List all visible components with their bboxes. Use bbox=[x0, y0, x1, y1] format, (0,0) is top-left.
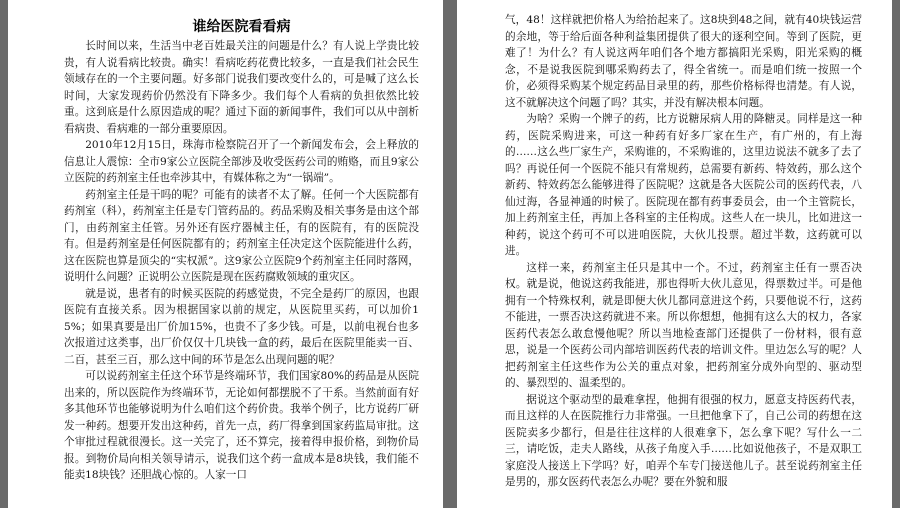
paragraph: 这样一来，药剂室主任只是其中一个。不过，药剂室主任有一票否决权。就是说，他说这药我能进，那也得听大伙儿意见，得票数过半。可是他拥有一个特殊权利，就是即便大伙儿都同意进这个药，只要他说不行，这药不能进，一票否决这药就进不来。所以你想想，他拥有这么大的权力，各家医药代表怎么敢怠慢他呢？所以当地检查部门还提供了一份材料，很有意思，说是一个医药公司内部培训医药代表的培训文件。里边怎么写的呢？人把药剂室主任这些作为公关的重点对象，把药剂室分成外向型的、驱动型的、暴烈型的、温柔型的。 bbox=[505, 261, 862, 389]
document-page-left[interactable] bbox=[8, 0, 443, 508]
paragraph: 2010年12月15日，珠海市检察院召开了一个新闻发布会，会上释放的信息让人震惊：全市9家公立医院全部涉及收受医药公司的贿赂，而且9家公立医院的药剂室主任也牵涉其中，有媒体称之为“一锅端”。 bbox=[64, 139, 419, 184]
left-page-content bbox=[64, 38, 419, 484]
document-title: 谁给医院看看病 bbox=[192, 19, 291, 35]
paragraph: 可以说药剂室主任这个环节是终端环节，我们国家80%的药品是从医院出来的，所以医院作为终端环节，无论如何都摆脱不了干系。当然前面有好多其他环节也能够说明为什么咱们这个药价贵。我举个例子，比方说药厂研发一种药。想要开发出这种药，首先一点，药厂得拿到国家药监局审批。这个审批过程就很漫长。这一关完了，还不算完，接着得申报价格，到物价局报。到物价局向相关领导请示，说我们这个药一盒成本是8块钱，我们能不能卖18块钱？还胆战心惊的。人家一口 bbox=[64, 370, 419, 481]
page-gutter bbox=[443, 0, 457, 508]
paragraph: 气，48！这样就把价格人为给抬起来了。这8块到48之间，就有40块钱运营的余地，等于给后面各种利益集团提供了很大的逐利空间。等到了医院，更难了！为什么？有人说这两年咱们各个地方都搞阳光采购，阳光采购的概念，不是说我医院到哪采购药去了，得全省统一。而是咱们统一按照一个价，必须得采购某个规定药品目录里的药，那些价格标得也清楚。有人说，这不就解决这个问题了吗？其实，并没有解决根本问题。 bbox=[505, 14, 862, 109]
document-page-right[interactable] bbox=[457, 0, 892, 508]
paragraph: 据说这个驱动型的最难拿捏，他拥有很强的权力，愿意支持医药代表，而且这样的人在医院推行力非常强。一旦把他拿下了，自己公司的药想在这医院卖多少都行，但是往往这样的人很难拿下，怎么拿下呢？写什么一二三，请吃饭，走夫人路线，从孩子角度入手……比如说他孩子，不是双职工家庭没人接送上下学吗？好，咱弄个车专门接送他儿子。甚至说药剂室主任是男的，那女医药代表怎么办呢？要在外貌和服 bbox=[505, 393, 862, 488]
paragraph: 就是说，患者有的时候买医院的药感觉贵，不完全是药厂的原因，也跟医院有直接关系。因为根据国家以前的规定，从医院里买药，可以加价15%；如果真要是出厂价加15%，也贵不了多少钱。可是，以前电视台也多次报道过这类事，出厂价仅仅十几块钱一盒的药，最后在医院里能卖一百、二百，甚至三百，那么这中间的环节是怎么出现问题的呢？ bbox=[64, 287, 419, 366]
paragraph: 药剂室主任是干吗的呢？可能有的读者不太了解。任何一个大医院都有药剂室（科），药剂室主任是专门管药品的。药品采购及相关事务是由这个部门，由药剂室主任管。另外还有医疗器械主任，有的医院有，有的医院没有。但是药剂室是任何医院都有的；药剂室主任决定这个医院能进什么药，这在医院也算是顶尖的“实权派”。这9家公立医院9个药剂室主任同时落网，说明什么问题？正说明公立医院是现在医药腐败领域的重灾区。 bbox=[64, 188, 419, 283]
paragraph: 为啥？采购一个牌子的药，比方说糖尿病人用的降糖灵。同样是这一种药，医院采购进来，可这一种药有好多厂家在生产，有广州的，有上海的……这么些厂家生产，采购谁的，不采购谁的，这里边说法不就多了去了吗？再说任何一个医院不能只有常规药，总需要有新药、特效药，那么这个新药、特效药怎么能够进得了医院呢？这就是各大医院公司的医药代表，八仙过海，各显神通的时候了。医院现在都有药事委员会，由一个主管院长，加上药剂室主任，再加上各科室的主任构成。这些人在一块儿，比如进这一种药，说这个药可不可以进咱医院，大伙儿投票。超过半数，这药就可以进。 bbox=[505, 113, 862, 257]
paragraph: 长时间以来，生活当中老百姓最关注的问题是什么？有人说上学贵比较贵，有人说看病比较贵。确实！看病吃药花费比较多，一直是我们社会民生领域存在的一个主要问题。好多部门说我们要改变什么的，可是喊了这么长时间，大家发现药价仍然没有下降多少。我们每个人看病的负担依然比较重。这到底是什么原因造成的呢？通过下面的新闻事件，我们可以从中剖析看病贵、看病难的一部分重要原因。 bbox=[64, 40, 419, 135]
right-page-content bbox=[505, 12, 862, 491]
